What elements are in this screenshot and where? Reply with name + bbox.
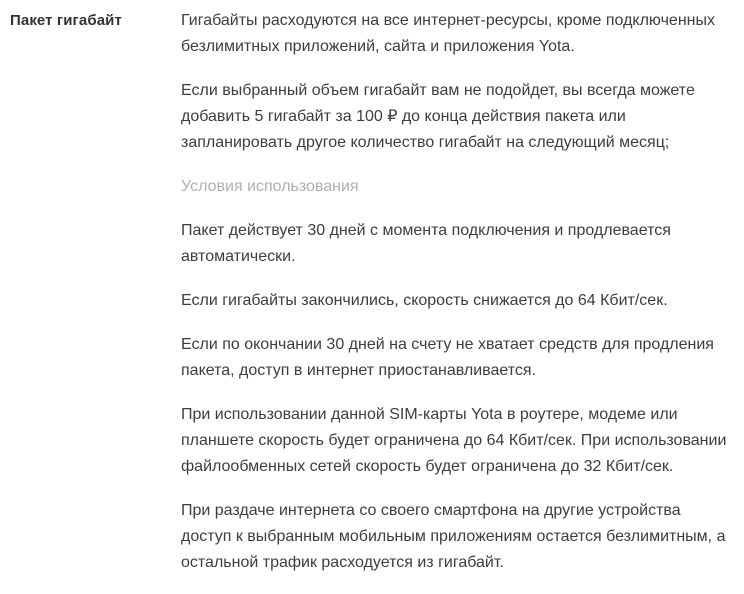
paragraph-add-gigabytes: Если выбранный объем гигабайт вам не подойдет, вы всегда можете добавить 5 гигабайт за 100 ₽ до конца действия пакета или запланировать другое количество гигабайт на следующий месяц; (181, 82, 695, 151)
paragraph-gigabytes-usage: Гигабайты расходуются на все интернет-ресурсы, кроме подключенных безлимитных приложений, сайта и приложения Yota. (181, 12, 715, 55)
paragraph-speed-reduction: Если гигабайты закончились, скорость снижается до 64 Кбит/сек. (181, 292, 668, 309)
paragraph-tethering-traffic: При раздаче интернета со своего смартфона на другие устройства доступ к выбранным мобильным приложениям остается безлимитным, а остальной трафик расходуется из гигабайт. (181, 502, 726, 571)
paragraph-package-duration: Пакет действует 30 дней с момента подключения и продлевается автоматически. (181, 222, 671, 265)
paragraph-insufficient-funds: Если по окончании 30 дней на счету не хватает средств для продления пакета, доступ в интернет приостанавливается. (181, 336, 714, 379)
section-content-column (181, 8, 729, 594)
terms-of-use-subheading: Условия использования (181, 178, 359, 195)
section-title: Пакет гигабайт (10, 12, 122, 29)
section-label-column (10, 8, 181, 34)
paragraph-sim-usage-limits: При использовании данной SIM-карты Yota в роутере, модеме или планшете скорость будет ограничена до 64 Кбит/сек. При использовании файлообменных сетей скорость будет ограничена до 32 Кбит/сек. (181, 406, 727, 475)
